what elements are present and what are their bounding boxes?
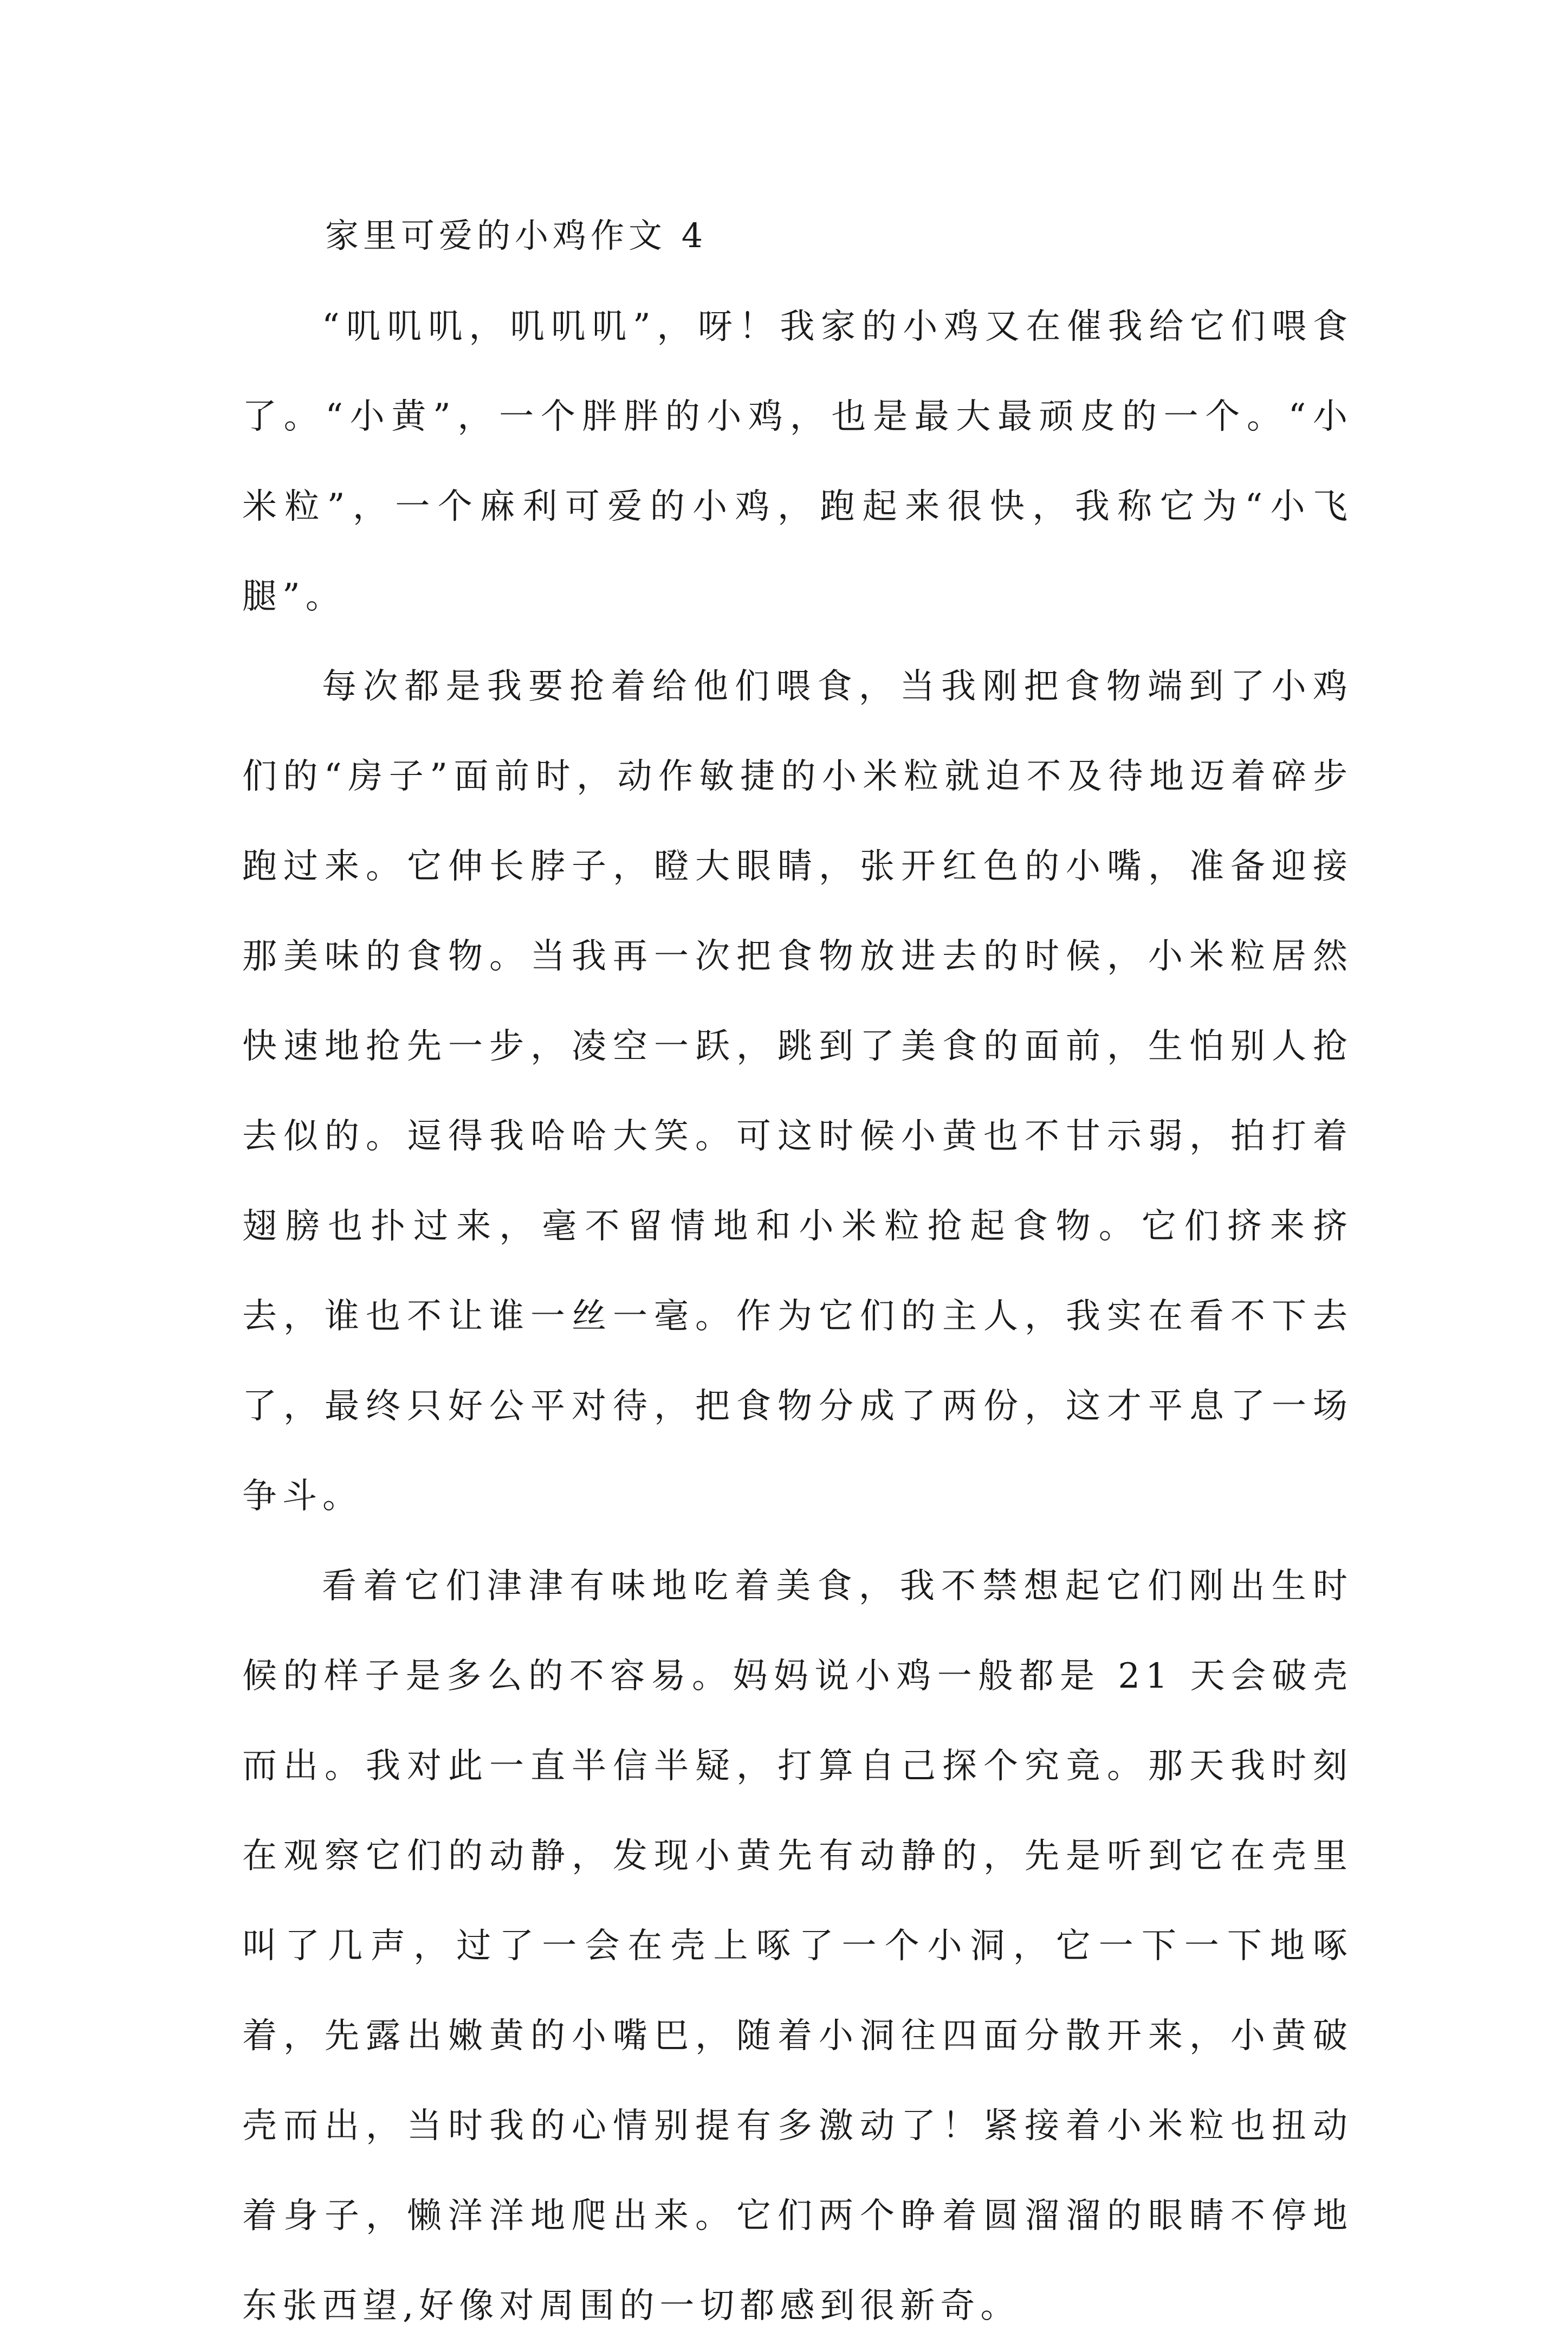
paragraph-2: 每次都是我要抢着给他们喂食，当我刚把食物端到了小鸡们的“房子”面前时，动作敏捷的小米粒就迫不及待地迈着碎步跑过来。它伸长脖子，瞪大眼睛，张开红色的小嘴，准备迎接那美味的食物。当我再一次把食物放进去的时候，小米粒居然快速地抢先一步，凌空一跃，跳到了美食的面前，生怕别人抢去似的。逗得我哈哈大笑。可这时候小黄也不甘示弱，拍打着翅膀也扑过来，毫不留情地和小米粒抢起食物。它们挤来挤去，谁也不让谁一丝一毫。作为它们的主人，我实在看不下去了，最终只好公平对待，把食物分成了两份，这才平息了一场争斗。 <box>242 667 1353 1516</box>
document-body <box>242 282 1353 2351</box>
paragraph-1: “叽叽叽，叽叽叽”，呀！我家的小鸡又在催我给它们喂食了。“小黄”，一个胖胖的小鸡，也是最大最顽皮的一个。“小米粒”，一个麻利可爱的小鸡，跑起来很快，我称它为“小飞腿”。 <box>242 307 1353 617</box>
document-title: 家里可爱的小鸡作文 4 <box>325 216 708 255</box>
paragraph-3: 看着它们津津有味地吃着美食，我不禁想起它们刚出生时候的样子是多么的不容易。妈妈说小鸡一般都是 21 天会破壳而出。我对此一直半信半疑，打算自己探个究竟。那天我时刻在观察它们的动静，发现小黄先有动静的，先是听到它在壳里叫了几声，过了一会在壳上啄了一个小洞，它一下一下地啄着，先露出嫩黄的小嘴巴，随着小洞往四面分散开来，小黄破壳而出，当时我的心情别提有多激动了！紧接着小米粒也扭动着身子，懒洋洋地爬出来。它们两个睁着圆溜溜的眼睛不停地东张西望,好像对周围的一切都感到很新奇。 <box>242 1566 1353 2326</box>
